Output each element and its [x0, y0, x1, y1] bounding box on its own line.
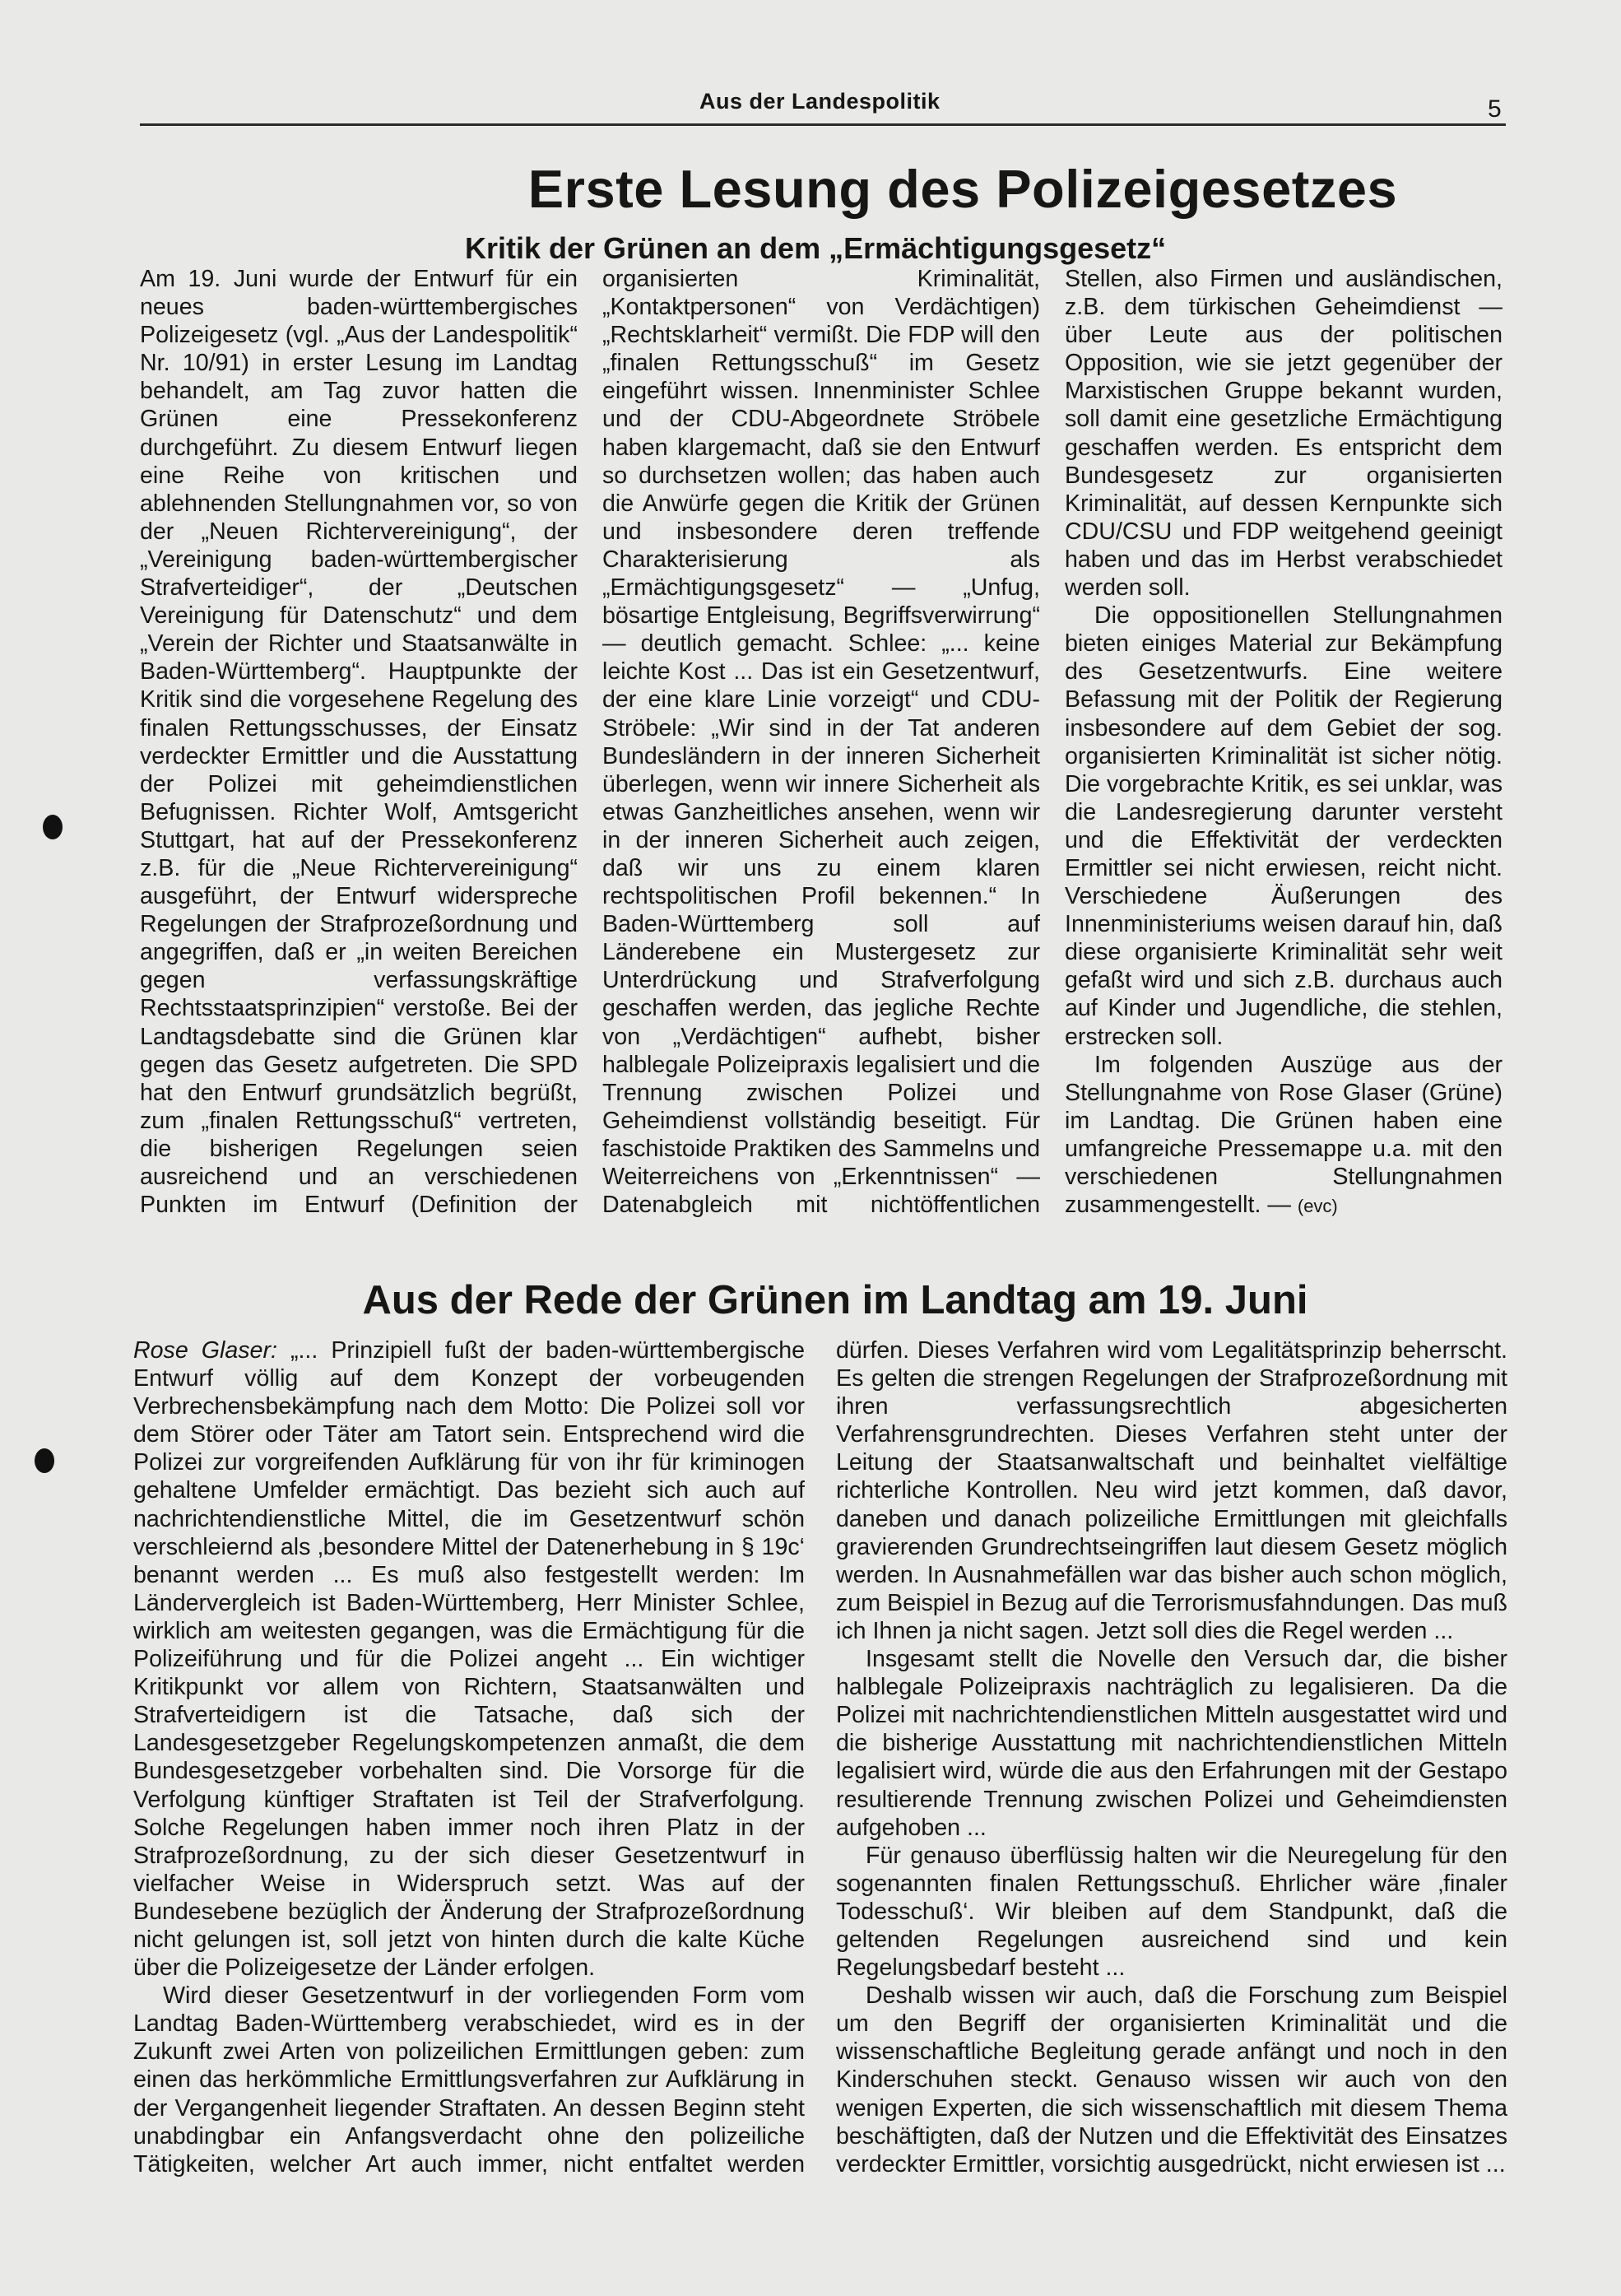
article-title: Erste Lesung des Polizeigesetzes [527, 159, 1398, 219]
header-rule [140, 123, 1506, 126]
paragraph: Rose Glaser: „... Prinzipiell fußt der baden-württembergische Entwurf völlig auf dem Konzept der vorbeugenden Verbrechensbekämpfung nach dem Motto: Die Polizei soll vor dem Störer oder Täter am Tatort sein. Entsprechend wird die Polizei zur vorgreifenden Aufklärung für von ihr für kriminogen gehaltene Umfelder ermächtigt. Das bezieht sich auch auf nachrichtendienstliche Mittel, die im Gesetzentwurf schön verschleiernd als ‚besondere Mittel der Datenerhebung in § 19c‘ benannt werden ... Es muß also festgestellt werden: Im Ländervergleich ist Baden-Württemberg, Herr Minister Schlee, wirklich am weitesten gegangen, was die Ermächtigung für die Polizeiführung und für die Polizei angeht ... Ein wichtiger Kritikpunkt vor allem von Richtern, Staatsanwälten und Strafverteidigern ist die Tatsache, daß sich der Landesgesetzgeber Regelungskompetenzen anmaßt, die dem Bundesgesetzgeber vorbehalten sind. Die Vorsorge für die Verfolgung künftiger Straftaten ist Teil der Strafverfolgung. Solche Regelungen haben immer noch ihren Platz in der Strafprozeßordnung, zu der sich dieser Gesetzentwurf in vielfacher Weise in Widerspruch setzt. Was auf der Bundesebene bezüglich der Änderung der Strafprozeßordnung nicht gelungen ist, soll jetzt von hinten durch die kalte Küche über die Polizeigesetze der Länder erfolgen. [133, 1337, 805, 1982]
running-head: Aus der Landespolitik [699, 89, 941, 114]
speaker-name: Rose Glaser: [133, 1337, 277, 1364]
speech-title: Aus der Rede der Grünen im Landtag am 19. Juni [362, 1278, 1308, 1322]
paragraph: Wird dieser Gesetzentwurf in der vorliegenden Form vom Landtag Baden-Württemberg verabschiedet, wird es in der Zukunft zwei Arten von polizeilichen Ermittlungen geben: zum einen das herkömmliche Ermittlungsverfahren zur Aufklärung in der Vergangenheit liegender Straftaten. An dessen Beginn steht unabdingbar ein Anfangsverdacht ohne den polizeiliche Tätigkeiten, welcher Art auch immer, nicht entfaltet werden dürfen. Dieses Verfahren wird vom Legalitätsprinzip beherrscht. Es gelten die strengen Regelungen der Strafprozeßordnung mit ihren verfassungsrechtlich abgesicherten Verfahrensgrundrechten. Dieses Verfahren steht unter der Leitung der Staatsanwaltschaft und beinhaltet vielfältige richterliche Kontrollen. Neu wird jetzt kommen, daß davor, daneben und danach polizeiliche Ermittlungen mit gleichfalls gravierenden Grundrechtseingriffen laut diesem Gesetz möglich werden. In Ausnahmefällen war das bisher auch schon möglich, zum Beispiel in Bezug auf die Terrorismusfahndungen. Das muß ich Ihnen ja nicht sagen. Jetzt soll dies die Regel werden ... [133, 1337, 1507, 2177]
paragraph: Für genauso überflüssig halten wir die Neuregelung für den sogenannten finalen Rettungsschuß. Ehrlicher wäre ‚finaler Todesschuß‘. Wir bleiben auf dem Standpunkt, daß die geltenden Regelungen ausreichend sind und kein Regelungsbedarf besteht ... [836, 1842, 1507, 1982]
page-number: 5 [1488, 95, 1502, 123]
paragraph: Deshalb wissen wir auch, daß die Forschung zum Beispiel um den Begriff der organisierten Kriminalität und die wissenschaftliche Begleitung gerade anfängt und noch in den Kinderschuhen steckt. Genauso wissen wir auch von den wenigen Experten, die sich wissenschaftlich mit diesem Thema beschäftigten, daß der Nutzen und die Effektivität des Einsatzes verdeckter Ermittler, vorsichtig ausgedrückt, nicht erwiesen ist ... [836, 1982, 1507, 2177]
punch-hole-mark [43, 815, 63, 839]
paragraph: Im folgenden Auszüge aus der Stellungnahme von Rose Glaser (Grüne) im Landtag. Die Grünen haben eine umfangreiche Pressemappe u.a. mit den verschiedenen Stellungnahmen zusammengestellt. — (evc) [1065, 1051, 1503, 1219]
speech-body [133, 1336, 1507, 2250]
article-subtitle: Kritik der Grünen an dem „Ermächtigungsgesetz“ [465, 231, 1167, 265]
paragraph: Die oppositionellen Stellungnahmen bieten einiges Material zur Bekämpfung des Gesetzentwurfs. Eine weitere Befassung mit der Politik der Regierung insbesondere auf dem Gebiet der sog. organisierten Kriminalität ist sicher nötig. Die vorgebrachte Kritik, es sei unklar, was die Landesregierung darunter versteht und die Effektivität der verdeckten Ermittler sei nicht erwiesen, reicht nicht. Verschiedene Äußerungen des Innenministeriums weisen darauf hin, daß diese organisierte Kriminalität sehr weit gefaßt wird und sich z.B. durchaus auch auf Kinder und Jugendliche, die stehlen, erstrecken soll. [1065, 602, 1503, 1050]
punch-hole-mark [35, 1448, 54, 1473]
paragraph: Am 19. Juni wurde der Entwurf für ein neues baden-württembergisches Polizeigesetz (vgl. „Aus der Landespolitik“ Nr. 10/91) in erster Lesung im Landtag behandelt, am Tag zuvor hatten die Grünen eine Pressekonferenz durchgeführt. Zu diesem Entwurf liegen eine Reihe von kritischen und ablehnenden Stellungnahmen vor, so von der „Neuen Richtervereinigung“, der „Vereinigung baden-württembergischer Strafverteidiger“, der „Deutschen Vereinigung für Datenschutz“ und dem „Verein der Richter und Staatsanwälte in Baden-Württemberg“. Hauptpunkte der Kritik sind die vorgesehene Regelung des finalen Rettungsschusses, der Einsatz verdeckter Ermittler und die Ausstattung der Polizei mit geheimdienstlichen Befugnissen. Richter Wolf, Amtsgericht Stuttgart, hat auf der Pressekonferenz z.B. für die „Neue Richtervereinigung“ ausgeführt, der Entwurf widerspreche Regelungen der Strafprozeßordnung und angegriffen, daß er „in weiten Bereichen gegen verfassungskräftige Rechtsstaatsprinzipien“ verstoße. Bei der Landtagsdebatte sind die Grünen klar gegen das Gesetz aufgetreten. Die SPD hat den Entwurf grundsätzlich begrüßt, zum „finalen Rettungsschuß“ vertreten, die bisherigen Regelungen seien ausreichend und an verschiedenen Punkten im Entwurf (Definition der organisierten Kriminalität, „Kontaktpersonen“ von Verdächtigen) „Rechtsklarheit“ vermißt. Die FDP will den „finalen Rettungsschuß“ im Gesetz eingeführt wissen. Innenminister Schlee und der CDU-Abgeordnete Ströbele haben klargemacht, daß sie den Entwurf so durchsetzen wollen; das haben auch die Anwürfe gegen die Kritik der Grünen und insbesondere deren treffende Charakterisierung als „Ermächtigungsgesetz“ — „Unfug, bösartige Entgleisung, Begriffsverwirrung“ — deutlich gemacht. Schlee: „... keine leichte Kost ... Das ist ein Gesetzentwurf, der eine klare Linie vorzeigt“ und CDU-Ströbele: „Wir sind in der Tat anderen Bundesländern in der inneren Sicherheit überlegen, wenn wir innere Sicherheit als etwas Ganzheitliches ansehen, wenn wir in der inneren Sicherheit auch zeigen, daß wir uns zu einem klaren rechtspolitischen Profil bekennen.“ In Baden-Württemberg soll auf Länderebene ein Mustergesetz zur Unterdrückung und Strafverfolgung geschaffen werden, das jegliche Rechte von „Verdächtigen“ aufhebt, bisher halblegale Polizeipraxis legalisiert und die Trennung zwischen Polizei und Geheimdienst vollständig beseitigt. Für faschistoide Praktiken des Sammelns und Weiterreichens von „Erkenntnissen“ — Datenabgleich mit nichtöffentlichen Stellen, also Firmen und ausländischen, z.B. dem türkischen Geheimdienst — über Leute aus der politischen Opposition, wie sie jetzt gegenüber der Marxistischen Gruppe bekannt wurden, soll damit eine gesetzliche Ermächtigung geschaffen werden. Es entspricht dem Bundesgesetz zur organisierten Kriminalität, auf dessen Kernpunkte sich CDU/CSU und FDP weitgehend geeinigt haben und das im Herbst verabschiedet werden soll. [140, 266, 1503, 1219]
author-signature: (evc) [1297, 1196, 1338, 1217]
paragraph: Insgesamt stellt die Novelle den Versuch dar, die bisher halblegale Polizeipraxis nachträglich zu legalisieren. Da die Polizei mit nachrichtendienstlichen Mitteln ausgestattet wird und die bisherige Ausstattung mit nachrichtendienstlichen Mitteln legalisiert wird, würde die aus den Erfahrungen mit der Gestapo resultierende Trennung zwischen Polizei und Geheimdiensten aufgehoben ... [836, 1646, 1507, 1841]
article-body [140, 265, 1503, 1228]
